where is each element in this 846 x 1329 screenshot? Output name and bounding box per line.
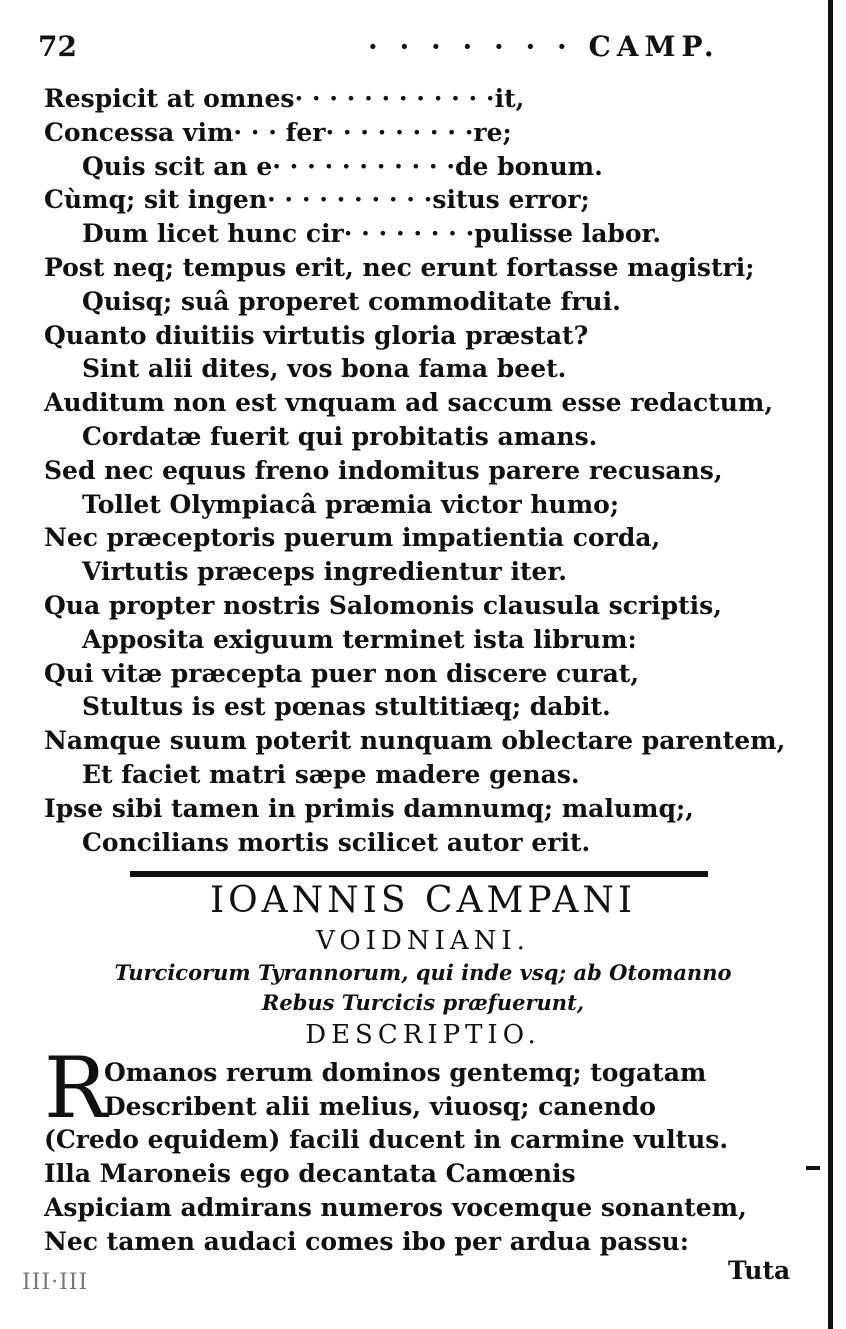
page-number: 72 <box>38 30 77 63</box>
poem-line: (Credo equidem) facili ducent in carmine vultus. <box>44 1125 729 1155</box>
verse-line: Cùmq; sit ingen· · · · · · · · · ·situs error; <box>44 185 590 215</box>
verse-line: Sint alii dites, vos bona fama beet. <box>82 354 567 384</box>
verse-line: Respicit at omnes· · · · · · · · · · · ·it, <box>44 84 525 113</box>
verse-line: Quisq; suâ properet commoditate frui. <box>82 286 621 316</box>
verse-line: Quis scit an e· · · · · · · · · · ·de bonum. <box>82 151 603 181</box>
verse-line: Quanto diuitiis virtutis gloria præstat? <box>44 320 589 350</box>
verse-line: Post neq; tempus erit, nec erunt fortasse magistri; <box>44 252 755 282</box>
verse-line: Namque suum poterit nunquam oblectare parentem, <box>44 726 786 756</box>
poem-line: Omanos rerum dominos gentemq; togatam <box>104 1058 707 1087</box>
page-edge-rule <box>828 0 833 1329</box>
verse-line: Ipse sibi tamen in primis damnumq; malumq;, <box>44 793 694 823</box>
drop-cap-initial: R <box>44 1039 108 1137</box>
verse-line: Virtutis præceps ingredientur iter. <box>82 557 568 587</box>
verse-block <box>44 82 814 859</box>
verse-line: Apposita exiguum terminet ista librum: <box>82 624 637 654</box>
verse-line: Qui vitæ præcepta puer non discere curat, <box>44 658 640 688</box>
poem-line: Describent alii melius, viuosq; canendo <box>104 1091 656 1121</box>
poem-line: Aspiciam admirans numeros vocemque sonantem, <box>44 1192 747 1222</box>
poem-line: Illa Maroneis ego decantata Camœnis <box>44 1159 576 1189</box>
poem-body <box>44 1056 814 1258</box>
verse-line: Auditum non est vnquam ad saccum esse redactum, <box>44 388 774 418</box>
verse-line: Qua propter nostris Salomonis clausula scriptis, <box>44 590 722 620</box>
verse-line: Concessa vim· · · fer· · · · · · · · ·re; <box>44 117 512 147</box>
page-header <box>38 30 818 70</box>
section-title-origin: VOIDNIANI. <box>316 926 530 956</box>
footer-smudge: III·III <box>22 1270 89 1295</box>
section-title-descriptio: DESCRIPTIO. <box>305 1020 541 1050</box>
section-subtitle-line1: Turcicorum Tyrannorum, qui inde vsq; ab Otomanno <box>114 960 732 985</box>
verse-line: Et faciet matri sæpe madere genas. <box>82 759 580 789</box>
catchword: Tuta <box>728 1256 791 1285</box>
verse-line: Sed nec equus freno indomitus parere recusans, <box>44 455 723 485</box>
verse-line: Cordatæ fuerit qui probitatis amans. <box>82 421 598 451</box>
running-title: · · · · · · · CAMP. <box>368 30 720 63</box>
verse-line: Nec præceptoris puerum impatientia corda, <box>44 523 661 553</box>
verse-line: Dum licet hunc cir· · · · · · · ·pulisse labor. <box>82 219 662 249</box>
section-title-author: IOANNIS CAMPANI <box>209 880 637 921</box>
poem-line: Nec tamen audaci comes ibo per ardua passu: <box>44 1226 689 1256</box>
section-rule <box>130 871 708 877</box>
verse-line: Tollet Olympiacâ præmia victor humo; <box>82 489 620 519</box>
section-subtitle-line2: Rebus Turcicis præfuerunt, <box>261 990 585 1015</box>
verse-line: Stultus is est pœnas stultitiæq; dabit. <box>82 692 611 722</box>
verse-line: Concilians mortis scilicet autor erit. <box>82 827 591 857</box>
